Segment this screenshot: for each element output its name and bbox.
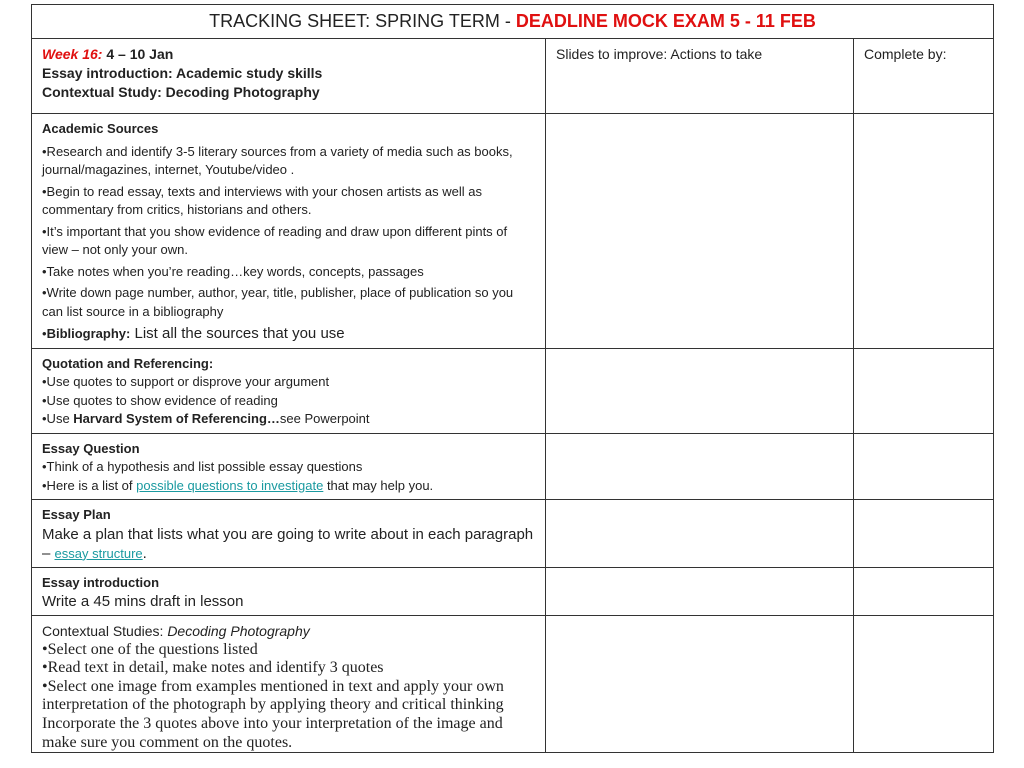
header-row [32,39,994,114]
harvard-reference: Harvard System of Referencing… [73,411,280,426]
week-label: Week 16: [42,46,103,62]
list-item: •Begin to read essay, texts and interviews with your chosen artists as well as commentary from critics, historians and others. [42,183,483,217]
list-item: •Write down page number, author, year, title, publisher, place of publication so you can list source in a bibliography [42,285,514,319]
item-prefix: •Here is a list of [42,477,137,493]
header-line-contextual: Contextual Study: Decoding Photography [42,84,320,100]
contextual-complete-cell [854,616,994,753]
quotation-complete-cell [854,348,994,433]
tracking-sheet-table [31,4,994,753]
header-line-essay: Essay introduction: Academic study skills [42,65,323,81]
essay-question-heading: Essay Question [42,440,140,456]
list-item: •Think of a hypothesis and list possible essay questions [42,459,363,474]
question-complete-cell [854,433,994,500]
page-title [32,5,994,39]
list-item [42,477,535,496]
list-item: •Read text in detail, make notes and identify 3 quotes [42,659,384,677]
academic-sources-cell [32,114,546,349]
quotation-row [32,348,994,433]
list-item: •Use quotes to support or disprove your argument [42,374,330,389]
complete-by-header-cell [854,39,994,114]
possible-questions-link[interactable]: possible questions to investigate [136,477,324,493]
contextual-label: Contextual Studies [42,623,160,639]
academic-complete-cell [854,114,994,349]
bibliography-item [42,324,535,344]
academic-sources-heading: Academic Sources [42,121,159,136]
intro-complete-cell [854,567,994,616]
essay-question-cell [32,433,546,500]
plan-suffix: . [142,544,147,562]
essay-question-row [32,433,994,500]
complete-by-header: Complete by: [864,46,947,62]
contextual-actions-cell [546,616,854,753]
bibliography-text: List all the sources that you use [130,325,345,342]
plan-actions-cell [546,500,854,568]
deadline-highlight: DEADLINE MOCK EXAM 5 - 11 FEB [515,11,816,31]
academic-actions-cell [546,114,854,349]
item-suffix: that may help you. [323,477,434,493]
essay-intro-row [32,567,994,616]
contextual-cell [32,616,546,753]
question-actions-cell [546,433,854,500]
contextual-heading [42,622,535,641]
title-row [32,5,994,39]
essay-structure-link[interactable]: essay structure [54,545,143,561]
essay-intro-cell [32,567,546,616]
essay-plan-heading: Essay Plan [42,507,111,522]
essay-plan-text [42,525,535,563]
week-header-cell [32,39,546,114]
title-prefix: TRACKING SHEET: SPRING TERM - [209,11,516,31]
plan-complete-cell [854,500,994,568]
item-prefix: •Use [42,411,74,426]
quotation-cell [32,348,546,433]
slides-header-cell [546,39,854,114]
list-item [42,410,535,429]
week-dates: 4 – 10 Jan [102,46,174,62]
quotation-heading: Quotation and Referencing: [42,355,214,371]
essay-plan-row [32,500,994,568]
list-item: •It’s important that you show evidence of reading and draw upon different pints of view – not only your own. [42,223,508,257]
essay-intro-text: Write a 45 mins draft in lesson [42,593,244,610]
bullet: • [42,326,47,341]
bibliography-label: Bibliography: [46,326,131,341]
academic-sources-row [32,114,994,349]
quotation-actions-cell [546,348,854,433]
list-item: •Take notes when you’re reading…key words, concepts, passages [42,263,424,279]
list-item: •Select one of the questions listed [42,640,258,658]
essay-intro-heading: Essay introduction [42,574,160,590]
list-item: •Use quotes to show evidence of reading [42,392,278,408]
contextual-row [32,616,994,753]
item-suffix: see Powerpoint [279,411,370,426]
intro-actions-cell [546,567,854,616]
colon: : [159,623,168,639]
essay-plan-cell [32,500,546,568]
plan-text: Make a plan that lists what you are going to write about in each paragraph – [42,525,534,562]
contextual-title: Decoding Photography [167,623,310,639]
list-item: •Select one image from examples mentioned in text and apply your own interpretation of the photograph by applying theory and critical thinking Incorporate the 3 quotes above into your interpretation of the image and make sure you comment on the quotes. [42,677,504,751]
slides-header: Slides to improve: Actions to take [556,46,763,62]
list-item: •Research and identify 3-5 literary sources from a variety of media such as books, journal/magazines, internet, Youtube/video . [42,143,513,177]
